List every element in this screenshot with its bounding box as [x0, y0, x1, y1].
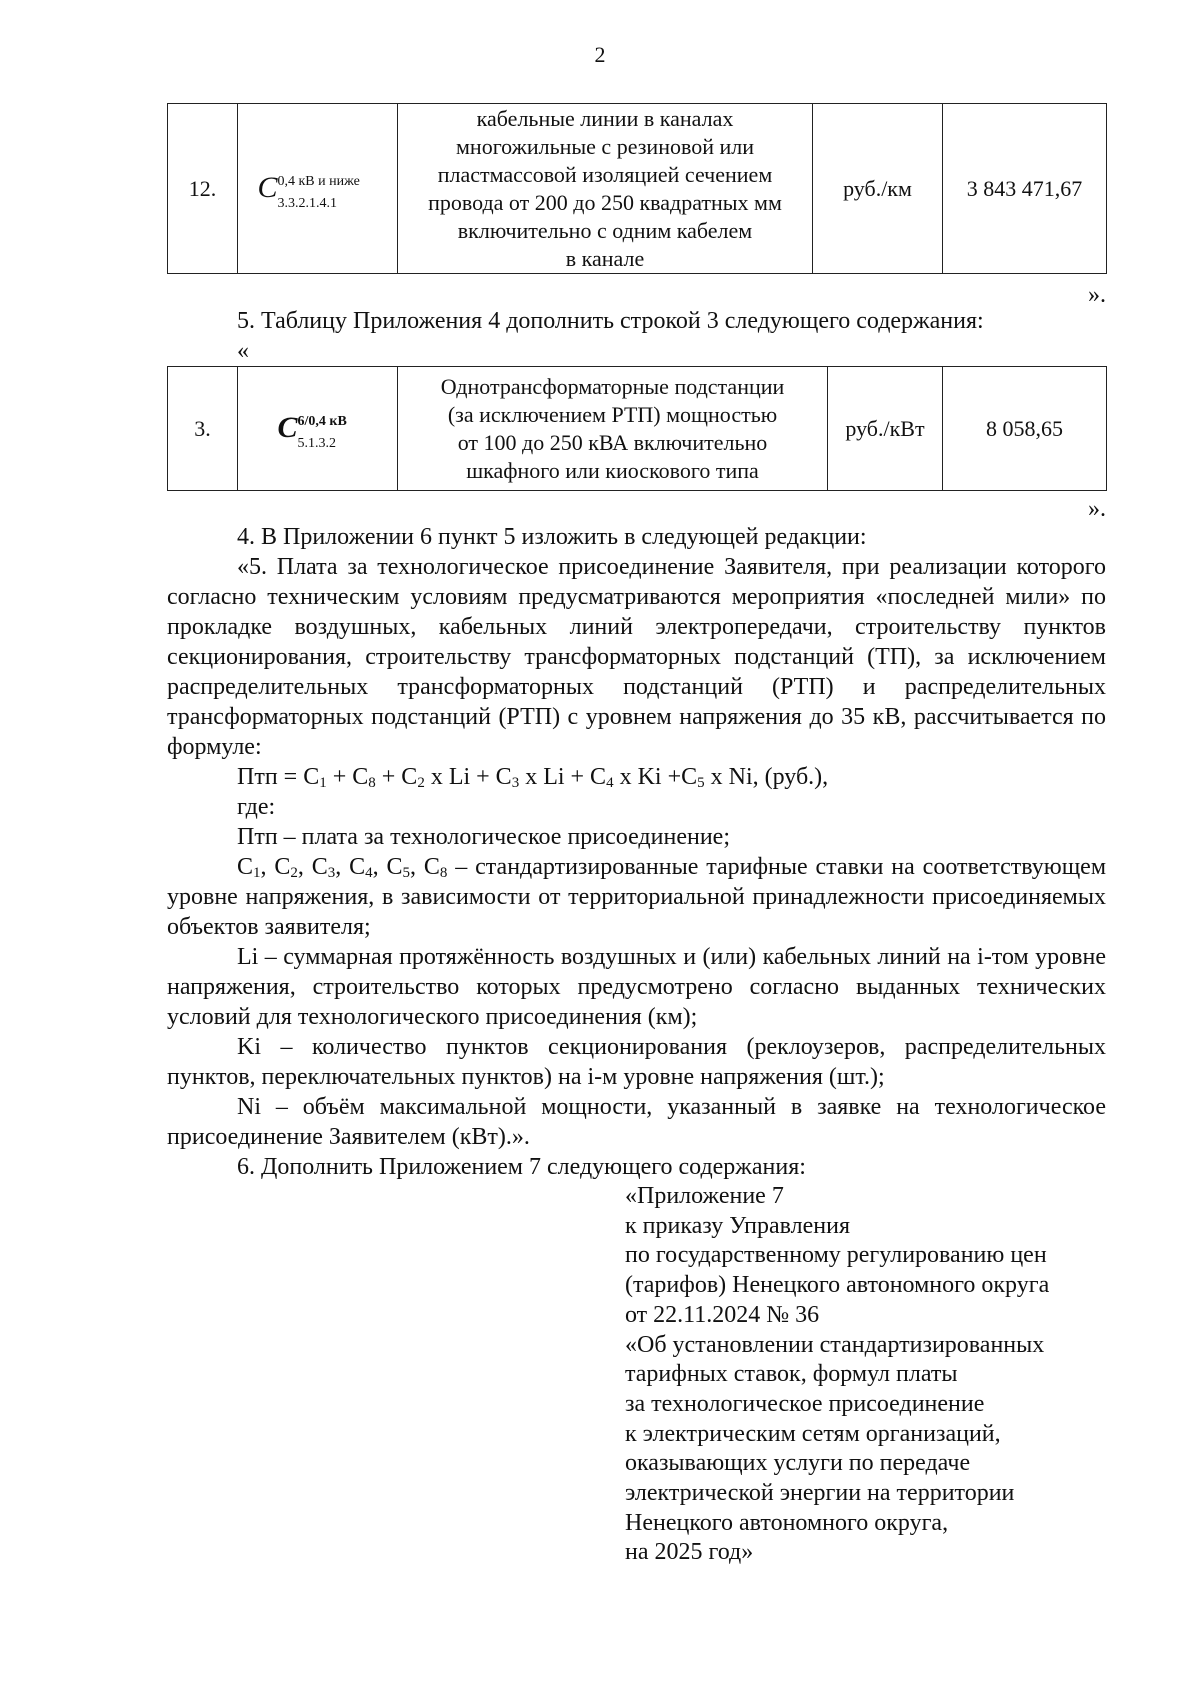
- page-number: 2: [594, 42, 606, 67]
- ptp-definition: Птп – плата за технологическое присоединение;: [237, 824, 730, 850]
- paragraph-5: «5. Плата за технологическое присоединение Заявителя, при реализации которого согласно техническим условиям предусматриваются мероприятия «последней мили» по прокладке воздушных, кабельных линий электропередачи, строительству пунктов секционирования, строительству трансформаторных подстанций (ТП), за исключением распределительных трансформаторных подстанций (РТП) и распределительных трансформаторных подстанций (РТП) с уровнем напряжения до 35 кВ, рассчитывается по формуле:: [167, 554, 1106, 760]
- li-definition: Li – суммарная протяжённость воздушных и (или) кабельных линий на i-том уровне напряжения, строительство которых предусмотрено согласно выданных технических условий для технологического присоединения (км);: [167, 944, 1106, 1030]
- c-definition: $C_1$, $C_2$, $C_3$, $C_4$, $C_5$, $C_8$ – стандартизированные тарифные ставки на соответствующем уровне напряжения, в зависимости от территориальной принадлежности присоединяемых объектов заявителя;: [167, 854, 1107, 940]
- description: Однотрансформаторные подстанции (за исключением РТП) мощностью от 100 до 250 кВА включительно шкафного или киоскового типа: [398, 367, 828, 491]
- table-row: [168, 367, 1107, 491]
- row-number: 12.: [168, 104, 238, 274]
- closing-quote: ».: [1088, 282, 1106, 308]
- ni-definition: Ni – объём максимальной мощности, указанный в заявке на технологическое присоединение Заявителем (кВт).».: [167, 1094, 1106, 1150]
- tariff-table-2: [167, 366, 1107, 491]
- tariff-table-1: [167, 103, 1107, 274]
- value: 3 843 471,67: [943, 104, 1107, 274]
- description: кабельные линии в каналах многожильные с резиновой или пластмассовой изоляцией сечением провода от 200 до 250 квадратных мм включительно с одним кабелем в канале: [398, 104, 813, 274]
- item-6: 6. Дополнить Приложением 7 следующего содержания:: [237, 1154, 806, 1180]
- ki-definition: Ki – количество пунктов секционирования (реклоузеров, распределительных пунктов, переключательных пунктов) на i-м уровне напряжения (шт.);: [167, 1034, 1106, 1090]
- table-row: [168, 104, 1107, 274]
- value: 8 058,65: [943, 367, 1107, 491]
- rate-symbol: C 6/0,4 кВ 5.1.3.2: [238, 367, 398, 491]
- appendix-header: «Приложение 7 к приказу Управления по государственному регулированию цен (тарифов) Ненецкого автономного округа от 22.11.2024 № 36 «Об установлении стандартизированных тарифных ставок, формул платы за технологическое присоединение к электрическим сетям организаций, оказывающих услуги по передаче электрической энергии на территории Ненецкого автономного округа, на 2025 год»: [625, 1183, 1050, 1566]
- where-label: где:: [237, 794, 276, 820]
- unit: руб./кВт: [828, 367, 943, 491]
- formula: Птп = $C_1 + C_8 + C_2$ x $Li + C_3$ x $Li + C_4$ x $Ki +C_5$ x Ni, (руб.),: [237, 764, 829, 791]
- item-5: 5. Таблицу Приложения 4 дополнить строкой 3 следующего содержания:: [237, 308, 984, 334]
- row-number: 3.: [168, 367, 238, 491]
- item-4: 4. В Приложении 6 пункт 5 изложить в следующей редакции:: [237, 524, 867, 550]
- unit: руб./км: [813, 104, 943, 274]
- rate-symbol: C 0,4 кВ и ниже 3.3.2.1.4.1: [238, 104, 398, 274]
- closing-quote: ».: [1088, 496, 1106, 522]
- opening-quote: «: [237, 338, 249, 364]
